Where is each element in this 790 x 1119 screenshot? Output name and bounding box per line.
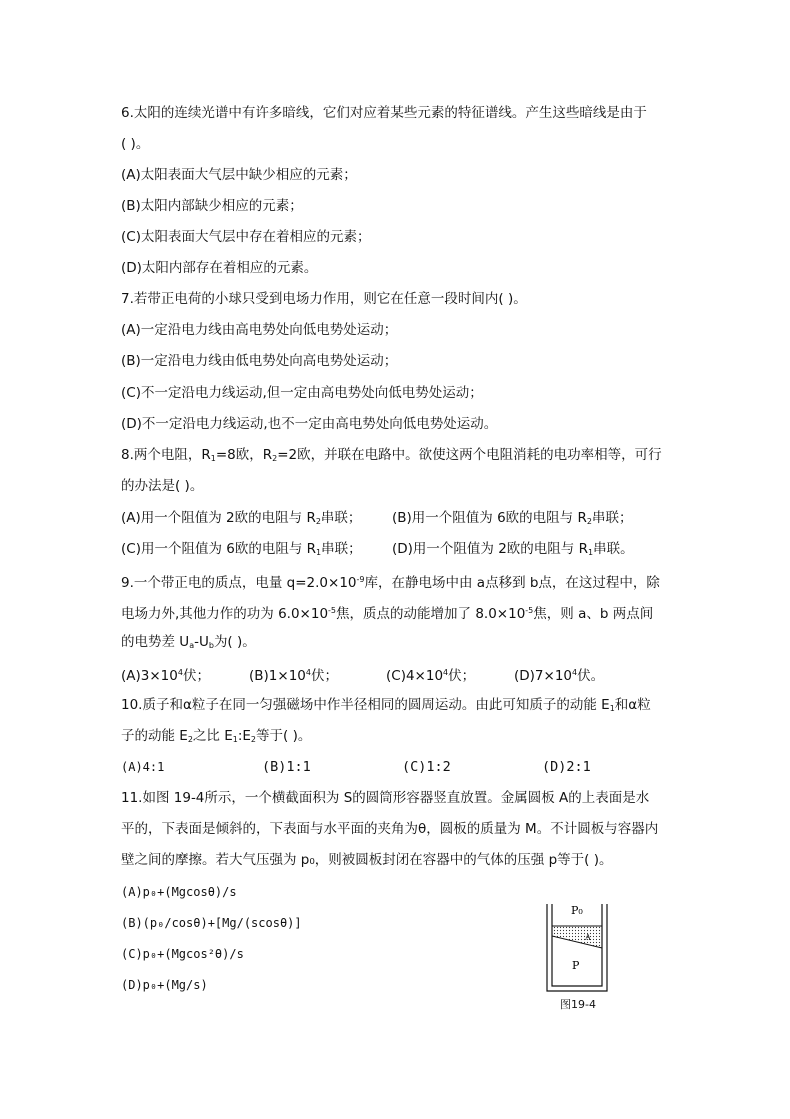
q10-stem: 10.质子和α粒子在同一匀强磁场中作半径相同的圆周运动。由此可知质子的动能 $E_1$和α粒 xyxy=(121,697,651,713)
q9-option-a: $(A)3\times 10^4$伏； xyxy=(121,668,210,684)
q10-option-a: (A)4:1 xyxy=(121,760,165,774)
plate-label: A xyxy=(585,933,591,942)
q9-option-b: $(B)1\times 10^4$伏； xyxy=(249,668,338,684)
q7-option-c: (C)不一定沿电力线运动,但一定由高电势处向低电势处运动； xyxy=(121,385,483,401)
q8-option-b: (B)用一个阻值为 6欧的电阻与 $R_2$串联； xyxy=(392,510,633,526)
q6-option-c: (C)太阳表面大气层中存在着相应的元素； xyxy=(121,229,371,245)
q7-option-d: (D)不一定沿电力线运动,也不一定由高电势处向低电势处运动。 xyxy=(121,416,498,432)
q9-option-c: $(C)4\times 10^4$伏； xyxy=(386,668,476,684)
q10-option-c: (C)1:2 xyxy=(402,759,451,775)
q10-option-d: (D)2:1 xyxy=(542,759,591,775)
q9-option-d: $(D)7\times 10^4$伏。 xyxy=(514,668,605,684)
figure-caption: 图19-4 xyxy=(560,998,596,1011)
q6-stem-cont: ( )。 xyxy=(121,136,150,152)
q11-option-c: (C)p₀+(Mgcos²θ)/s xyxy=(121,947,244,961)
q11-stem-cont: 平的，下表面是倾斜的，下表面与水平面的夹角为θ，圆板的质量为 M。不计圆板与容器内 xyxy=(121,821,659,837)
q11-stem-cont2: 壁之间的摩擦。若大气压强为 p₀，则被圆板封闭在容器中的气体的压强 p等于( )。 xyxy=(121,852,613,868)
q7-stem: 7.若带正电荷的小球只受到电场力作用，则它在任意一段时间内( )。 xyxy=(121,291,527,307)
q11-option-b: (B)(p₀/cosθ)+[Mg/(scosθ)] xyxy=(121,916,302,930)
q6-option-d: (D)太阳内部存在着相应的元素。 xyxy=(121,260,318,276)
q8-option-d: (D)用一个阻值为 2欧的电阻与 $R_1$串联。 xyxy=(392,541,634,557)
q7-option-a: (A)一定沿电力线由高电势处向低电势处运动； xyxy=(121,322,398,338)
q8-stem: 8.两个电阻，$R_1=8$欧，$R_2=2$欧，并联在电路中。欲使这两个电阻消耗的电功率相等，可行 xyxy=(121,447,662,463)
q9-stem-cont2: 的电势差 $U_a-U_b$为( )。 xyxy=(121,634,256,650)
top-pressure-label: P₀ xyxy=(571,904,583,917)
q9-stem: 9.一个带正电的质点，电量 $q=2.0\times 10^{-9}$库，在静电场中由 a点移到 b点，在这过程中，除 xyxy=(121,575,660,591)
q11-option-d: (D)p₀+(Mg/s) xyxy=(121,978,208,992)
q6-option-b: (B)太阳内部缺少相应的元素； xyxy=(121,198,303,214)
metal-plate xyxy=(552,926,602,948)
q11-stem: 11.如图 19-4所示，一个横截面积为 S的圆筒形容器竖直放置。金属圆板 A的上表面是水 xyxy=(121,790,650,806)
q11-option-a: (A)p₀+(Mgcosθ)/s xyxy=(121,885,237,899)
gas-pressure-label: P xyxy=(572,959,580,972)
q10-option-b: (B)1:1 xyxy=(262,759,311,775)
q8-option-c: (C)用一个阻值为 6欧的电阻与 $R_1$串联； xyxy=(121,541,362,557)
q8-option-a: (A)用一个阻值为 2欧的电阻与 $R_2$串联； xyxy=(121,510,362,526)
q10-stem-cont: 子的动能 $E_2$之比 $E_1:E_2$等于( )。 xyxy=(121,728,312,744)
q6-option-a: (A)太阳表面大气层中缺少相应的元素； xyxy=(121,167,357,183)
q8-stem-cont: 的办法是( )。 xyxy=(121,478,204,494)
q6-stem: 6.太阳的连续光谱中有许多暗线，它们对应着某些元素的特征谱线。产生这些暗线是由于 xyxy=(121,105,647,121)
q7-option-b: (B)一定沿电力线由低电势处向高电势处运动； xyxy=(121,353,398,369)
q9-stem-cont: 电场力外,其他力作的功为 $6.0\times 10^{-5}$焦，质点的动能增加了 $8.0\times 10^{-5}$焦，则 a、b 两点间 xyxy=(121,606,654,622)
